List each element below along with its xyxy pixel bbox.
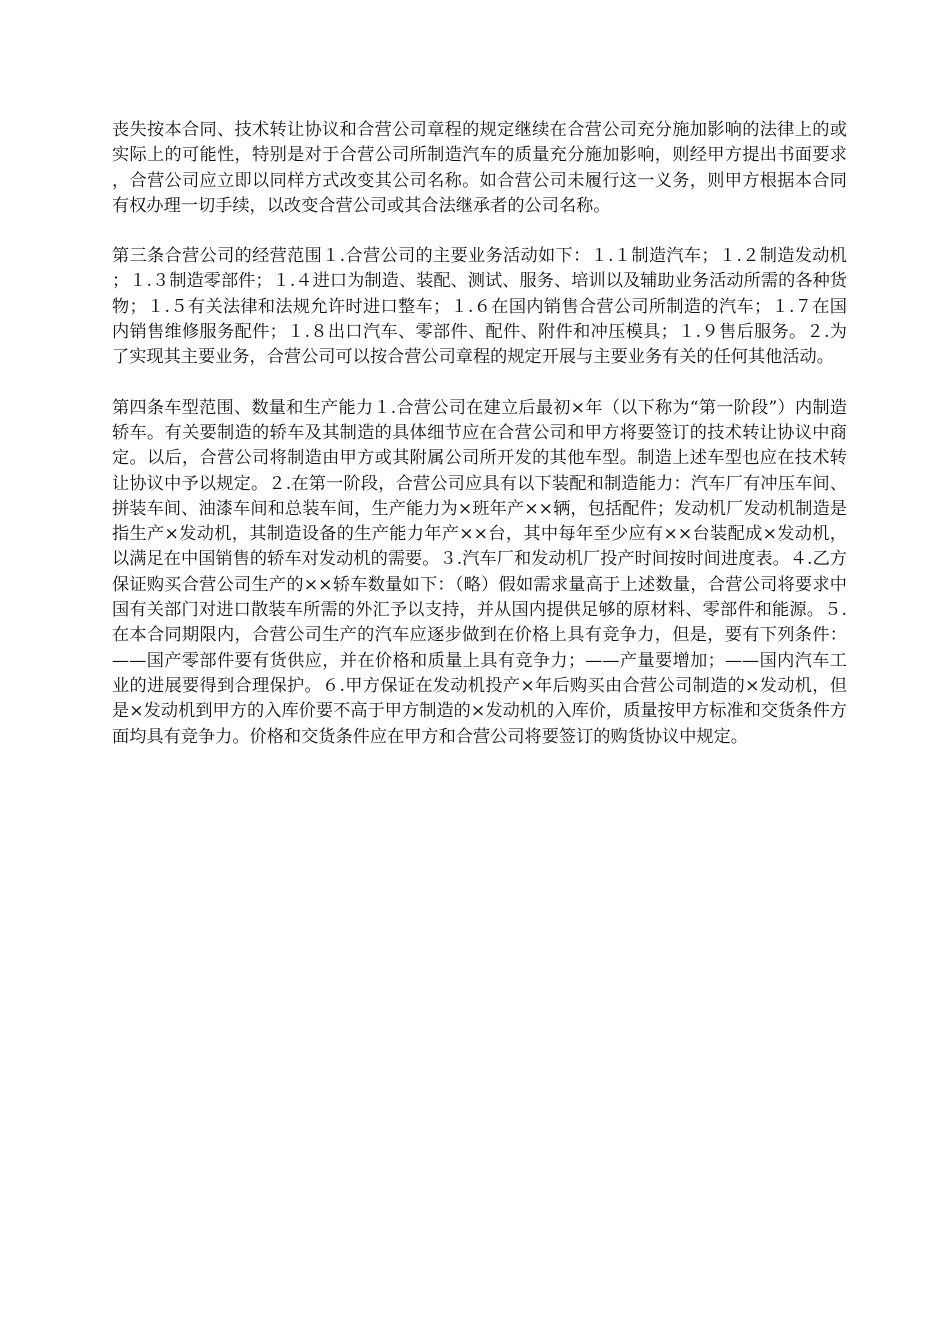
paragraph-article-4-models-capacity: 第四条车型范围、数量和生产能力１.合营公司在建立后最初×年（以下称为“第一阶段”）内制造轿车。有关要制造的轿车及其制造的具体细节应在合营公司和甲方将要签订的技术转让协议中商定。以后，合营公司将制造由甲方或其附属公司所开发的其他车型。制造上述车型也应在技术转让协议中予以规定。２.在第一阶段，合营公司应具有以下装配和制造能力：汽车厂有冲压车间、拼装车间、油漆车间和总装车间，生产能力为×班年产××辆，包括配件；发动机厂发动机制造是指生产×发动机，其制造设备的生产能力年产××台，其中每年至少应有××台装配成×发动机，以满足在中国销售的轿车对发动机的需要。３.汽车厂和发动机厂投产时间按时间进度表。４.乙方保证购买合营公司生产的××轿车数量如下：（略）假如需求量高于上述数量，合营公司将要求中国有关部门对进口散装车所需的外汇予以支持，并从国内提供足够的原材料、零部件和能源。５.在本合同期限内，合营公司生产的汽车应逐步做到在价格上具有竞争力，但是，要有下列条件：——国产零部件要有货供应，并在价格和质量上具有竞争力；——产量要增加；——国内汽车工业的进展要得到合理保护。６.甲方保证在发动机投产×年后购买由合营公司制造的×发动机，但是×发动机到甲方的入库价要不高于甲方制造的×发动机的入库价，质量按甲方标准和交货条件方面均具有竞争力。价格和交货条件应在甲方和合营公司将要签订的购货协议中规定。: [112, 397, 847, 747]
document-page: [112, 118, 847, 750]
paragraph-name-change-clause: 丧失按本合同、技术转让协议和合营公司章程的规定继续在合营公司充分施加影响的法律上的或实际上的可能性，特别是对于合营公司所制造汽车的质量充分施加影响，则经甲方提出书面要求，合营公司应立即以同样方式改变其公司名称。如合营公司未履行这一义务，则甲方根据本合同有权办理一切手续，以改变合营公司或其合法继承者的公司名称。: [112, 120, 847, 216]
paragraph-article-3-business-scope: 第三条合营公司的经营范围１.合营公司的主要业务活动如下：１.１制造汽车；１.２制造发动机；１.３制造零部件；１.４进口为制造、装配、测试、服务、培训以及辅助业务活动所需的各种货物；１.５有关法律和法规允许时进口整车；１.６在国内销售合营公司所制造的汽车；１.７在国内销售维修服务配件；１.８出口汽车、零部件、配件、附件和冲压模具；１.９售后服务。２.为了实现其主要业务，合营公司可以按合营公司章程的规定开展与主要业务有关的任何其他活动。: [112, 246, 847, 368]
